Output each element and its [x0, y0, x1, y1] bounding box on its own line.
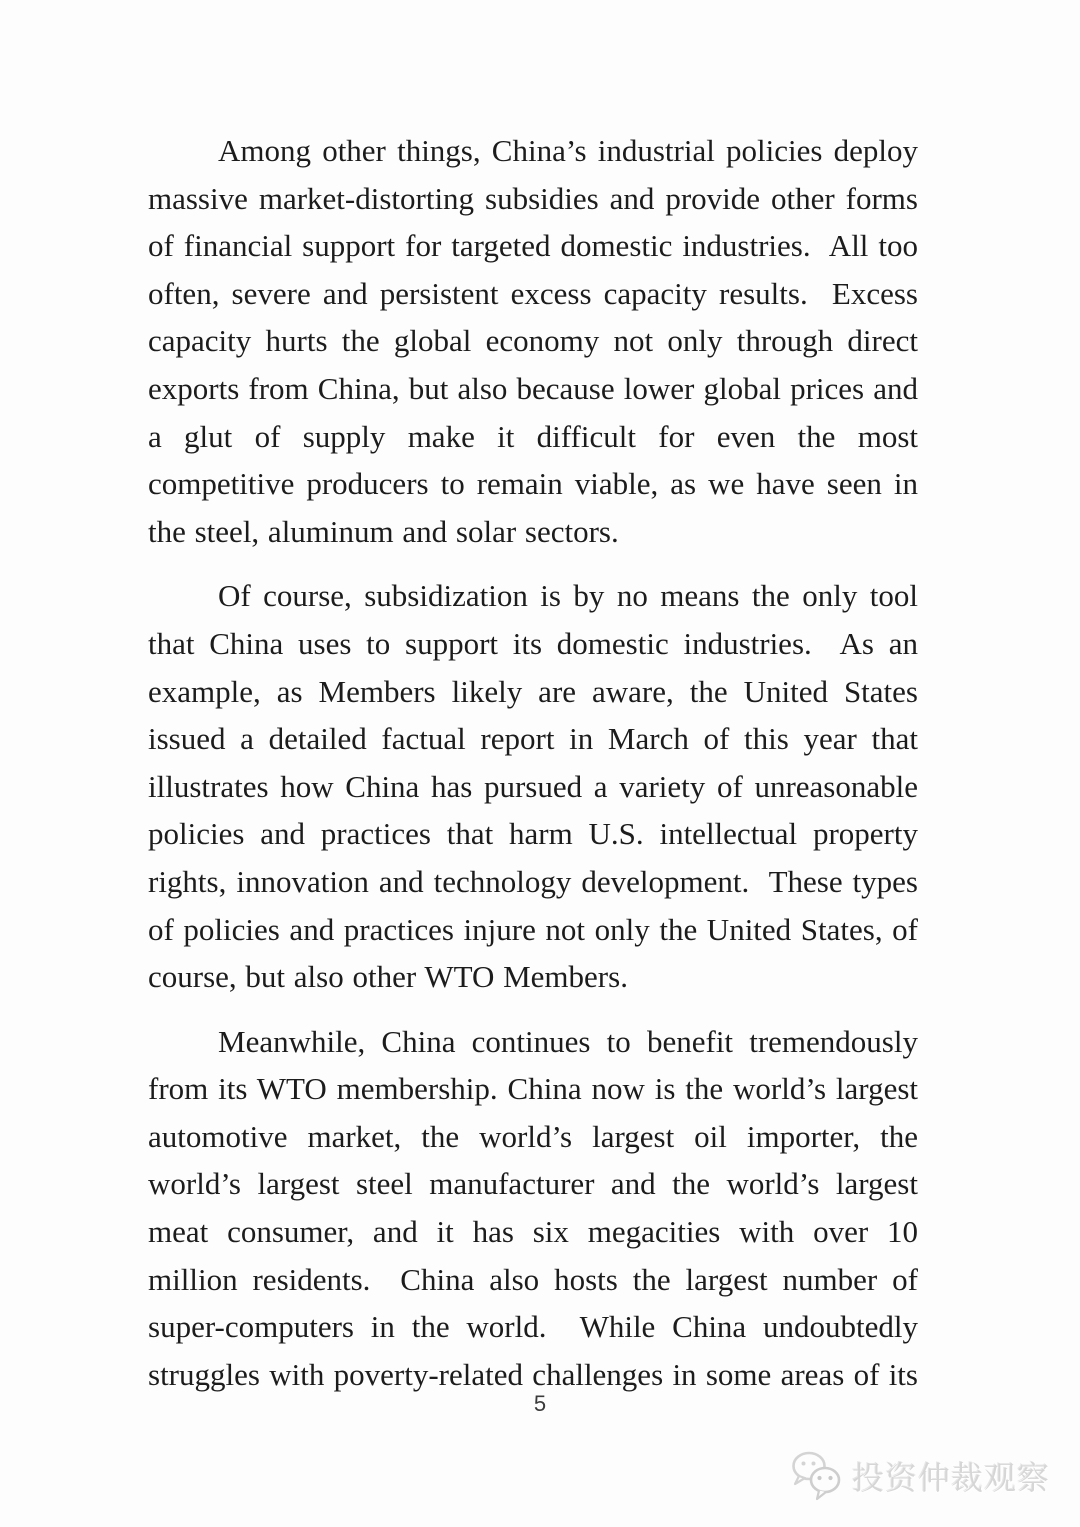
paragraph-1: Among other things, China’s industrial policies deploy massive market-distorting subsidies and provide other forms of financial support for targeted domestic industries. All too often, severe and persistent excess capacity results. Excess capacity hurts the global economy not only through direct exports from China, but also because lower global prices and a glut of supply make it difficult for even the most competitive producers to remain viable, as we have seen in the steel, aluminum and solar sectors.	[148, 133, 927, 549]
watermark-label: 投资仲裁观察	[851, 1459, 1050, 1497]
paragraph-2: Of course, subsidization is by no means the only tool that China uses to support its domestic industries. As an example, as Members likely are aware, the United States issued a detailed factual report in March of this year that illustrates how China has pursued a variety of unreasonable policies and practices that harm U.S. intellectual property rights, innovation and technology development. These types of policies and practices injure not only the United States, of course, but also other WTO Members.	[148, 578, 936, 995]
page-number: 5	[533, 1391, 547, 1416]
document-body	[148, 127, 936, 1415]
wechat-icon	[788, 1447, 846, 1505]
watermark	[788, 1447, 1050, 1505]
paragraph-3: Meanwhile, China continues to benefit tremendously from its WTO membership. China now is the world’s largest automotive market, the world’s largest oil importer, the world’s largest steel manufacturer and the world’s largest meat consumer, and it has six megacities with over 10 million residents. China also hosts the largest number of super-computers in the world. While China undoubtedly struggles with poverty-related challenges in some areas of its	[148, 1023, 927, 1392]
